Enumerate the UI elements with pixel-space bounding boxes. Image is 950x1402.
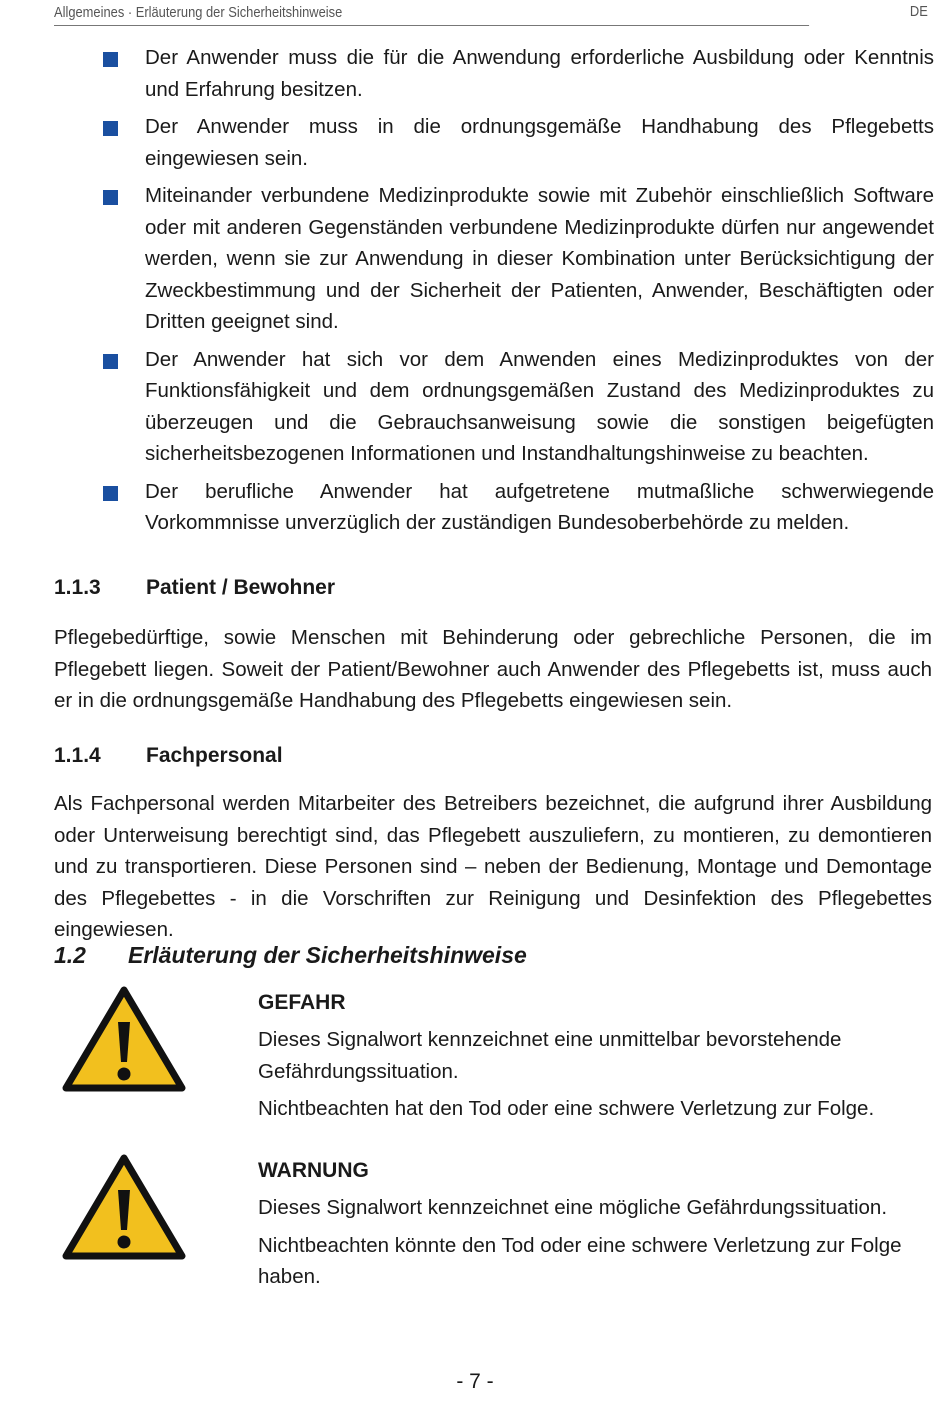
requirements-list xyxy=(100,42,934,545)
signal-word: GEFAHR xyxy=(258,991,346,1014)
list-item-text: Der Anwender muss die für die Anwendung erforderliche Ausbildung oder Kenntnis und Erfahrung besitzen. xyxy=(145,46,934,101)
bullet-square-icon xyxy=(103,486,118,501)
warning-triangle-icon xyxy=(62,1154,186,1262)
signal-consequence: Nichtbeachten könnte den Tod oder eine schwere Verletzung zur Folge haben. xyxy=(258,1233,902,1288)
signal-description: Dieses Signalwort kennzeichnet eine unmittelbar bevorstehende Gefährdungssituation. xyxy=(258,1028,842,1083)
section-heading-1-2 xyxy=(54,942,527,969)
signal-consequence: Nichtbeachten hat den Tod oder eine schwere Verletzung zur Folge. xyxy=(258,1097,875,1120)
section-title: Fachpersonal xyxy=(146,744,283,767)
list-item-text: Der Anwender hat sich vor dem Anwenden eines Medizinproduktes von der Funktionsfähigkeit und dem ordnungsgemäßen Zustand des Medizinproduktes zu überzeugen und die Gebrauchsanweisung sowie die sonstigen beigefügten sicherheitsbezogenen Informationen und Instandhaltungshinweise zu beachten. xyxy=(145,347,934,465)
list-item xyxy=(100,180,934,338)
header-title: Allgemeines · Erläuterung der Sicherheitshinweise xyxy=(54,4,343,21)
section-1-1-3-text: Pflegebedürftige, sowie Menschen mit Behinderung oder gebrechliche Personen, die im Pflegebett liegen. Soweit der Patient/Bewohner auch Anwender des Pflegebetts ist, muss auch er in die ordnungsgemäße Handhabung des Pflegebetts eingewiesen sein. xyxy=(54,626,932,712)
page-number: - 7 - xyxy=(456,1370,494,1393)
section-title: Erläuterung der Sicherheitshinweise xyxy=(128,942,527,968)
bullet-square-icon xyxy=(103,52,118,67)
bullet-square-icon xyxy=(103,354,118,369)
list-item-text: Der berufliche Anwender hat aufgetretene mutmaßliche schwerwiegende Vorkommnisse unverzüglich der zuständigen Bundesoberbehörde zu melden. xyxy=(145,479,934,534)
section-number: 1.2 xyxy=(54,942,86,968)
header-lang: DE xyxy=(910,3,928,20)
list-item xyxy=(100,42,934,105)
list-item-text: Der Anwender muss in die ordnungsgemäße Handhabung des Pflegebetts eingewiesen sein. xyxy=(145,115,934,170)
list-item-text: Miteinander verbundene Medizinprodukte sowie mit Zubehör einschließlich Software oder mit anderen Gegenständen verbundene Medizinprodukte dürfen nur angewendet werden, wenn sie zur Anwendung in dieser Kombination unter Berücksichtigung der Zweckbestimmung und der Sicherheit der Patienten, Anwender, Beschäftigten oder Dritten geeignet sind. xyxy=(145,184,934,333)
section-title: Patient / Bewohner xyxy=(146,576,336,599)
warning-triangle-icon xyxy=(62,986,186,1094)
signal-description: Dieses Signalwort kennzeichnet eine mögliche Gefährdungssituation. xyxy=(258,1196,888,1219)
list-item xyxy=(100,344,934,470)
page-header xyxy=(54,0,809,26)
signal-word: WARNUNG xyxy=(258,1159,369,1182)
section-number: 1.1.4 xyxy=(54,744,101,767)
section-heading-1-1-4 xyxy=(54,744,283,768)
list-item xyxy=(100,111,934,174)
section-1-1-4-text: Als Fachpersonal werden Mitarbeiter des Betreibers bezeichnet, die aufgrund ihrer Ausbildung oder Unterweisung berechtigt sind, das Pflegebett auszuliefern, zu montieren, zu demontieren und zu transportieren. Diese Personen sind – neben der Bedienung, Montage und Demontage des Pflegebettes - in die Vorschriften zur Reinigung und Desinfektion des Pflegebettes eingewiesen. xyxy=(54,792,932,941)
bullet-square-icon xyxy=(103,190,118,205)
bullet-square-icon xyxy=(103,121,118,136)
section-number: 1.1.3 xyxy=(54,576,101,599)
section-heading-1-1-3 xyxy=(54,576,335,600)
list-item xyxy=(100,476,934,539)
